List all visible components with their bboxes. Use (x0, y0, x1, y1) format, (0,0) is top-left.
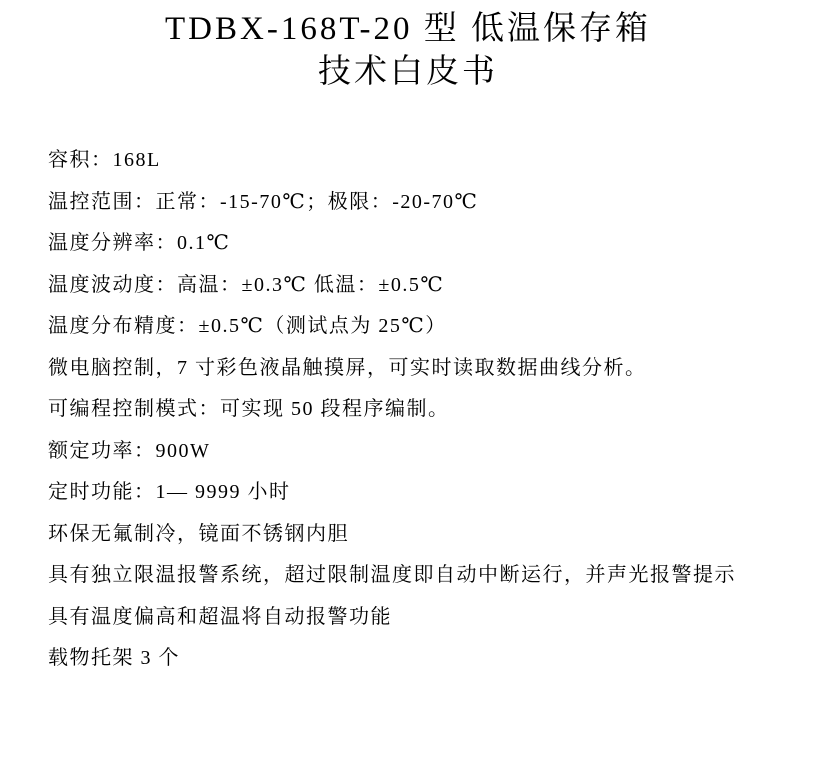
spec-line: 额定功率：900W (48, 439, 211, 462)
spec-line: 温度波动度：高温：±0.3℃ 低温：±0.5℃ (48, 273, 445, 296)
spec-line: 载物托架 3 个 (48, 647, 180, 669)
title-line-1: TDBX-168T-20 型 低温保存箱 (165, 11, 651, 47)
spec-line: 温度分布精度：±0.5℃（测试点为 25℃） (48, 315, 447, 337)
spec-line: 环保无氟制冷，镜面不锈钢内胆 (48, 522, 349, 545)
spec-line: 微电脑控制，7 寸彩色液晶触摸屏，可实时读取数据曲线分析。 (48, 356, 647, 379)
document-title (0, 0, 816, 94)
spec-line: 温度分辨率：0.1℃ (48, 232, 231, 254)
spec-line: 定时功能：1— 9999 小时 (48, 481, 291, 503)
spec-line: 温控范围：正常：-15-70℃；极限：-20-70℃ (48, 190, 479, 213)
spec-line: 具有温度偏高和超温将自动报警功能 (48, 605, 392, 628)
spec-line: 可编程控制模式：可实现 50 段程序编制。 (48, 398, 450, 420)
document-body (0, 150, 816, 669)
title-line-2: 技术白皮书 (318, 54, 498, 90)
spec-line: 容积：168L (48, 149, 161, 171)
spec-line: 具有独立限温报警系统，超过限制温度即自动中断运行，并声光报警提示 (48, 564, 736, 586)
